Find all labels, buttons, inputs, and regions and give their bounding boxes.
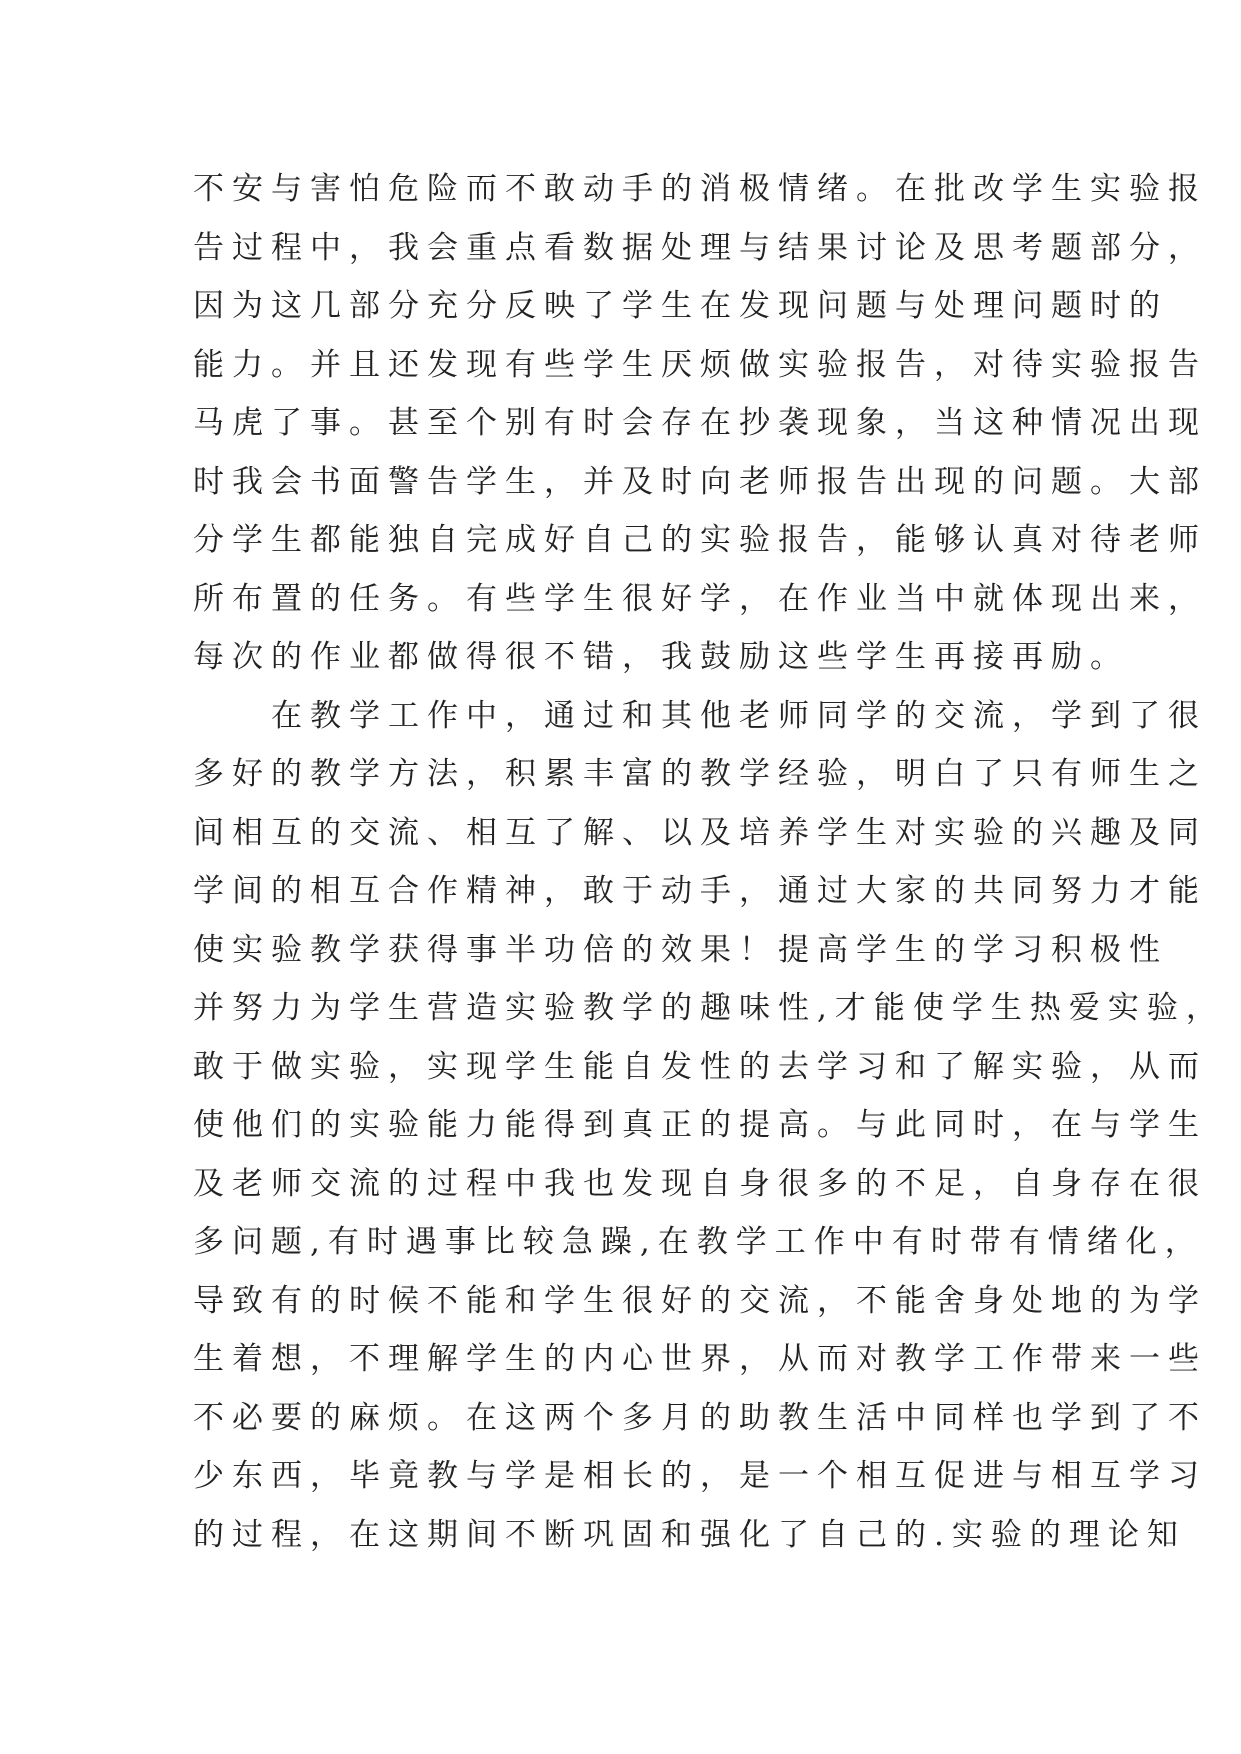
text-line: 马虎了事。甚至个别有时会存在抄袭现象，当这种情况出现 (193, 405, 1207, 441)
text-line: 每次的作业都做得很不错，我鼓励这些学生再接再励。 (193, 639, 1129, 675)
text-line: 不安与害怕危险而不敢动手的消极情绪。在批改学生实验报 (193, 171, 1207, 207)
text-line: 多好的教学方法，积累丰富的教学经验，明白了只有师生之 (193, 756, 1207, 792)
body-text (193, 160, 1225, 1564)
text-line: 使他们的实验能力能得到真正的提高。与此同时，在与学生 (193, 1107, 1207, 1143)
text-line: 间相互的交流、相互了解、以及培养学生对实验的兴趣及同 (193, 814, 1207, 851)
text-line: 敢于做实验，实现学生能自发性的去学习和了解实验，从而 (193, 1048, 1207, 1085)
text-line: 的过程，在这期间不断巩固和强化了自己的.实验的理论知 (193, 1516, 1186, 1553)
text-line: 时我会书面警告学生，并及时向老师报告出现的问题。大部 (193, 463, 1207, 500)
text-line: 所布置的任务。有些学生很好学，在作业当中就体现出来， (193, 580, 1207, 617)
text-line: 能力。并且还发现有些学生厌烦做实验报告，对待实验报告 (193, 346, 1207, 383)
text-line: 不必要的麻烦。在这两个多月的助教生活中同样也学到了不 (193, 1399, 1207, 1436)
text-line: 少东西，毕竟教与学是相长的，是一个相互促进与相互学习 (193, 1458, 1207, 1494)
text-line: 导致有的时候不能和学生很好的交流，不能舍身处地的为学 (193, 1282, 1207, 1319)
text-line: 并努力为学生营造实验教学的趣味性,才能使学生热爱实验， (193, 990, 1225, 1026)
text-line: 使实验教学获得事半功倍的效果！提高学生的学习积极性 (193, 931, 1168, 968)
text-line: 分学生都能独自完成好自己的实验报告，能够认真对待老师 (193, 522, 1207, 558)
text-line: 告过程中，我会重点看数据处理与结果讨论及思考题部分， (193, 229, 1207, 266)
text-line: 因为这几部分充分反映了学生在发现问题与处理问题时的 (193, 288, 1168, 324)
text-line: 在教学工作中，通过和其他老师同学的交流，学到了很 (193, 697, 1207, 734)
text-line: 及老师交流的过程中我也发现自身很多的不足，自身存在很 (193, 1165, 1207, 1202)
text-line: 生着想，不理解学生的内心世界，从而对教学工作带来一些 (193, 1341, 1207, 1377)
text-line: 学间的相互合作精神，敢于动手，通过大家的共同努力才能 (193, 873, 1207, 909)
text-line: 多问题,有时遇事比较急躁,在教学工作中有时带有情绪化， (193, 1224, 1204, 1260)
